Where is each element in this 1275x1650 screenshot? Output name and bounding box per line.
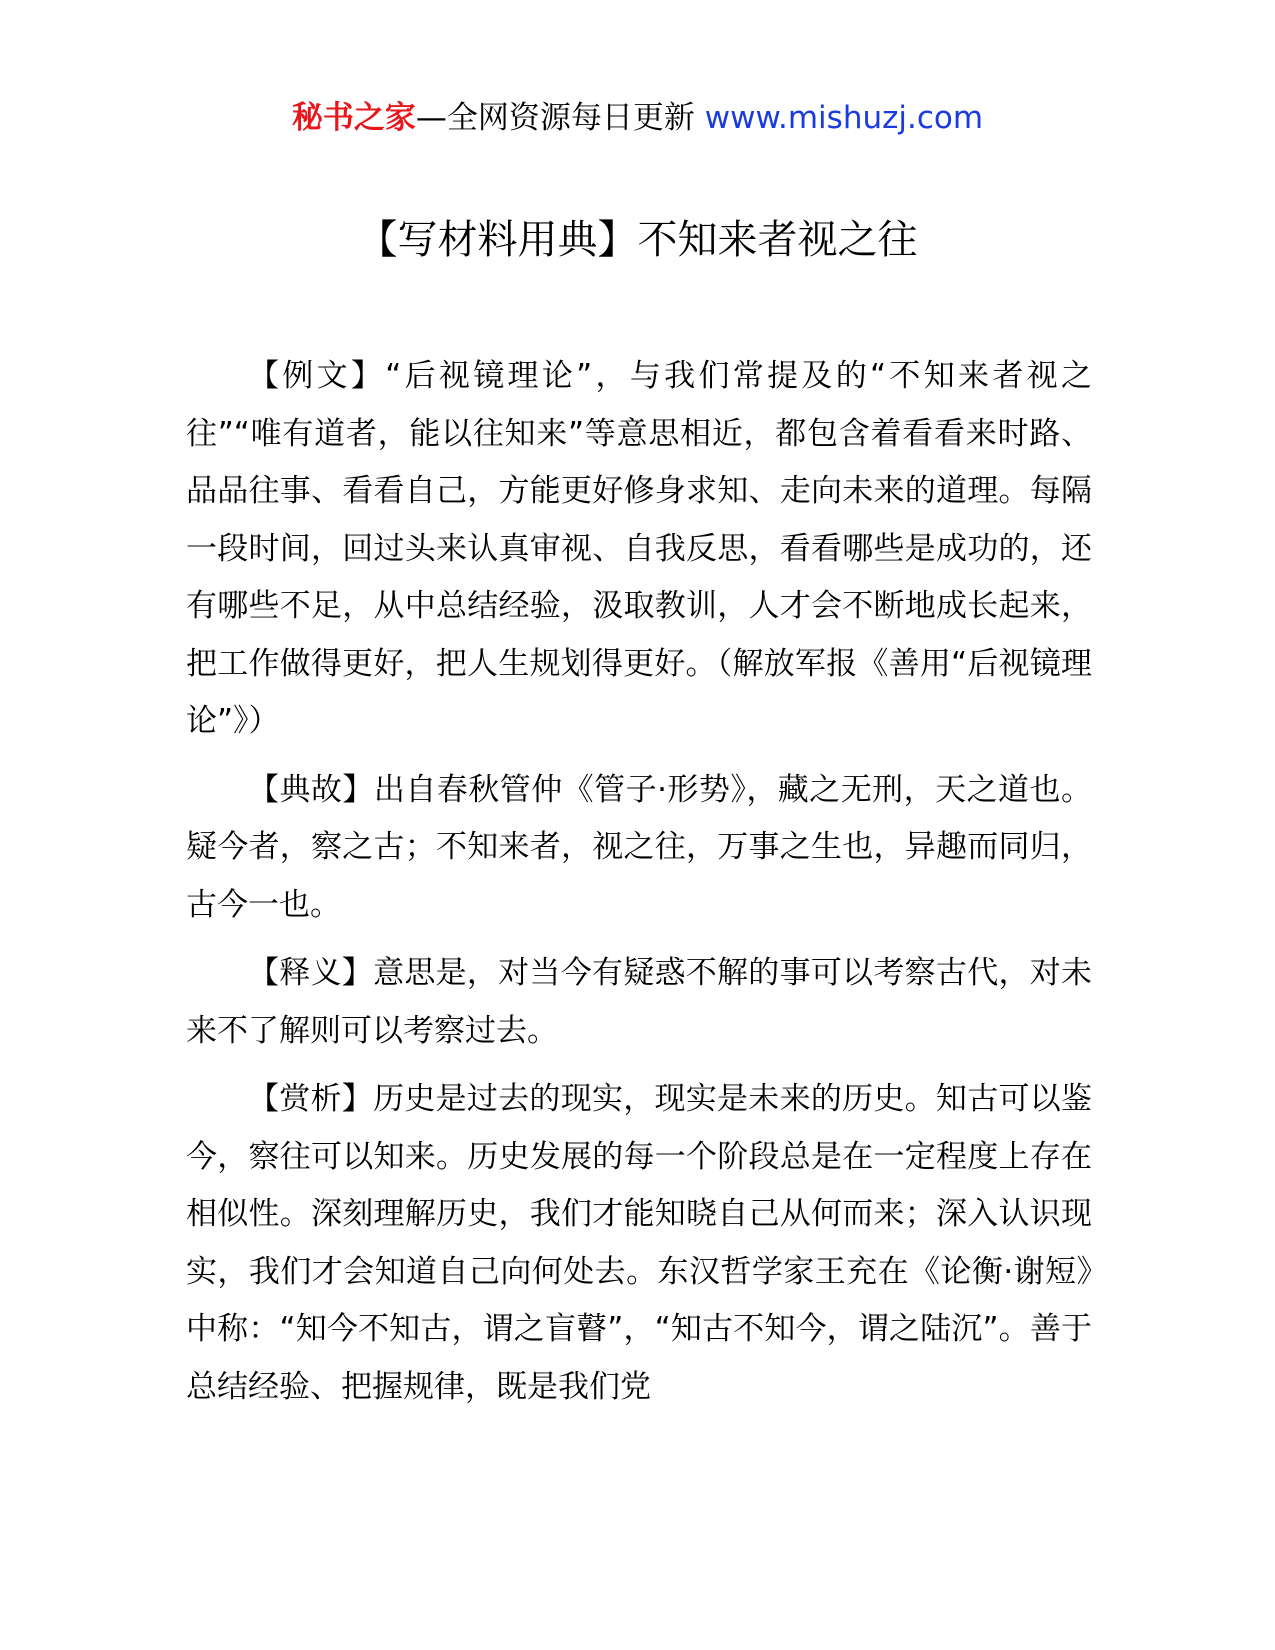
paragraph-example [186,348,1092,751]
site-brand: 秘书之家 [291,100,416,136]
paragraph-tag: 【释义】 [248,955,374,991]
site-url-link[interactable]: www.mishuzj.com [704,100,984,136]
paragraph-tag: 【赏析】 [248,1081,374,1117]
paragraph-text: 意思是，对当今有疑惑不解的事可以考察古代，对未来不了解则可以考察过去。 [186,955,1092,1049]
paragraph-text: “后视镜理论”，与我们常提及的“不知来者视之往”“唯有道者，能以往知来”等意思相近，都包含着看看来时路、品品往事、看看自己，方能更好修身求知、走向未来的道理。每隔一段时间，回过头来认真审视、自我反思，看看哪些是成功的，还有哪些不足，从中总结经验，汲取教训，人才会不断地成长起来，把工作做得更好，把人生规划得更好。（解放军报《善用“后视镜理论”》） [186,358,1092,739]
paragraph-meaning [186,945,1092,1060]
site-header [0,96,1275,140]
paragraph-allusion [186,762,1092,935]
paragraph-text: 历史是过去的现实，现实是未来的历史。知古可以鉴今，察往可以知来。历史发展的每一个阶段总是在一定程度上存在相似性。深刻理解历史，我们才能知晓自己从何而来；深入认识现实，我们才会知道自己向何处去。东汉哲学家王充在《论衡·谢短》中称：“知今不知古，谓之盲瞽”，“知古不知今，谓之陆沉”。善于总结经验、把握规律，既是我们党 [186,1081,1092,1405]
paragraph-text: 出自春秋管仲《管子·形势》，藏之无刑，天之道也。疑今者，察之古；不知来者，视之往，万事之生也，异趣而同归，古今一也。 [186,771,1092,923]
paragraph-tag: 【典故】 [248,771,374,808]
paragraph-tag: 【例文】 [248,358,386,394]
site-slogan: —全网资源每日更新 [415,100,695,136]
paragraph-appreciation [186,1071,1092,1416]
document-body [186,348,1092,1427]
document-title: 【写材料用典】不知来者视之往 [357,217,918,263]
